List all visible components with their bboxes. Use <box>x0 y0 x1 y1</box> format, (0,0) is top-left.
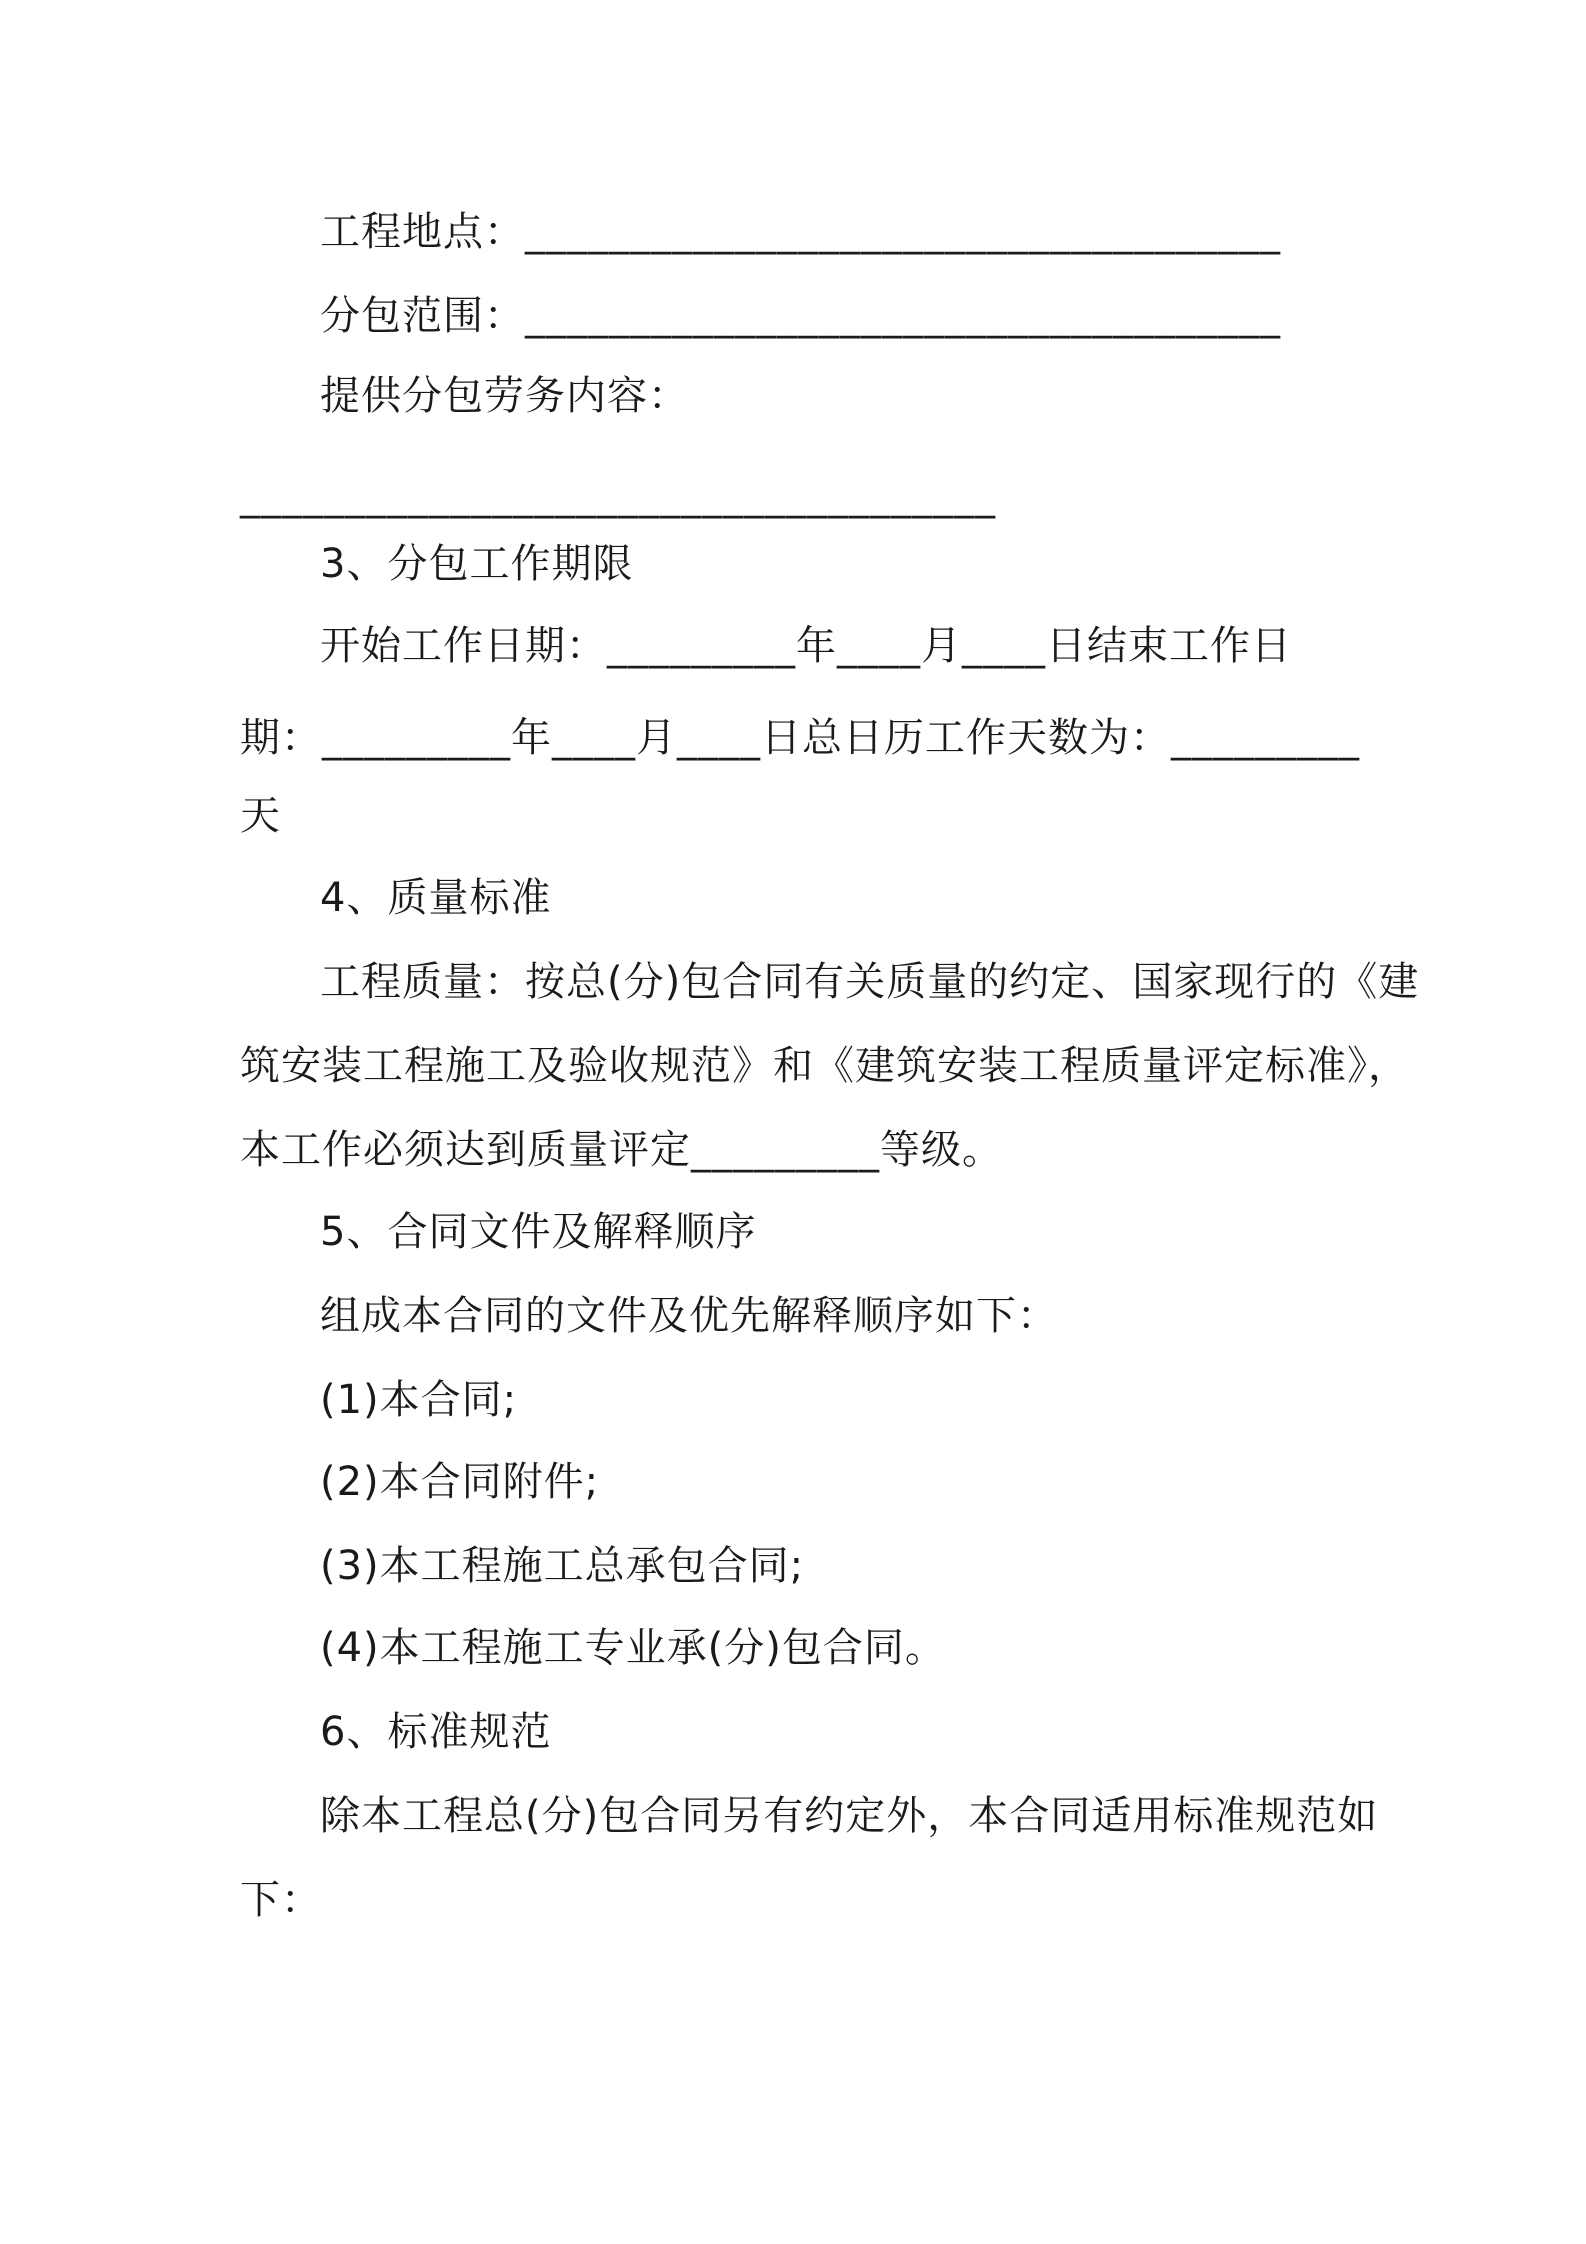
field-subcontract-scope: 分包范围：____________________________________ <box>320 293 1281 339</box>
list-item-3: (3)本工程施工总承包合同; <box>320 1543 805 1589</box>
paragraph-days-unit: 天 <box>240 793 281 839</box>
section-heading-documents: 5、合同文件及解释顺序 <box>320 1209 757 1255</box>
section-heading-work-period: 3、分包工作期限 <box>320 541 634 587</box>
field-labor-content-blank: ____________________________________ <box>240 473 996 519</box>
paragraph-standards-2: 下： <box>240 1877 322 1923</box>
paragraph-end-date: 期：_________年____月____日总日历工作天数为：_________ <box>240 715 1360 761</box>
field-project-location: 工程地点：____________________________________ <box>320 209 1281 255</box>
paragraph-quality-1: 工程质量：按总(分)包合同有关质量的约定、国家现行的《建 <box>320 959 1420 1005</box>
paragraph-standards-1: 除本工程总(分)包合同另有约定外，本合同适用标准规范如 <box>320 1793 1379 1839</box>
section-heading-standards: 6、标准规范 <box>320 1709 552 1755</box>
paragraph-quality-3: 本工作必须达到质量评定_________等级。 <box>240 1127 1003 1173</box>
section-heading-quality: 4、质量标准 <box>320 875 552 921</box>
field-labor-content-label: 提供分包劳务内容： <box>320 373 689 419</box>
list-item-2: (2)本合同附件; <box>320 1459 600 1505</box>
paragraph-quality-2: 筑安装工程施工及验收规范》和《建筑安装工程质量评定标准》， <box>240 1043 1409 1089</box>
paragraph-documents-intro: 组成本合同的文件及优先解释顺序如下： <box>320 1293 1058 1339</box>
list-item-4: (4)本工程施工专业承(分)包合同。 <box>320 1625 946 1671</box>
paragraph-start-date: 开始工作日期：_________年____月____日结束工作日 <box>320 623 1292 669</box>
list-item-1: (1)本合同; <box>320 1377 518 1423</box>
